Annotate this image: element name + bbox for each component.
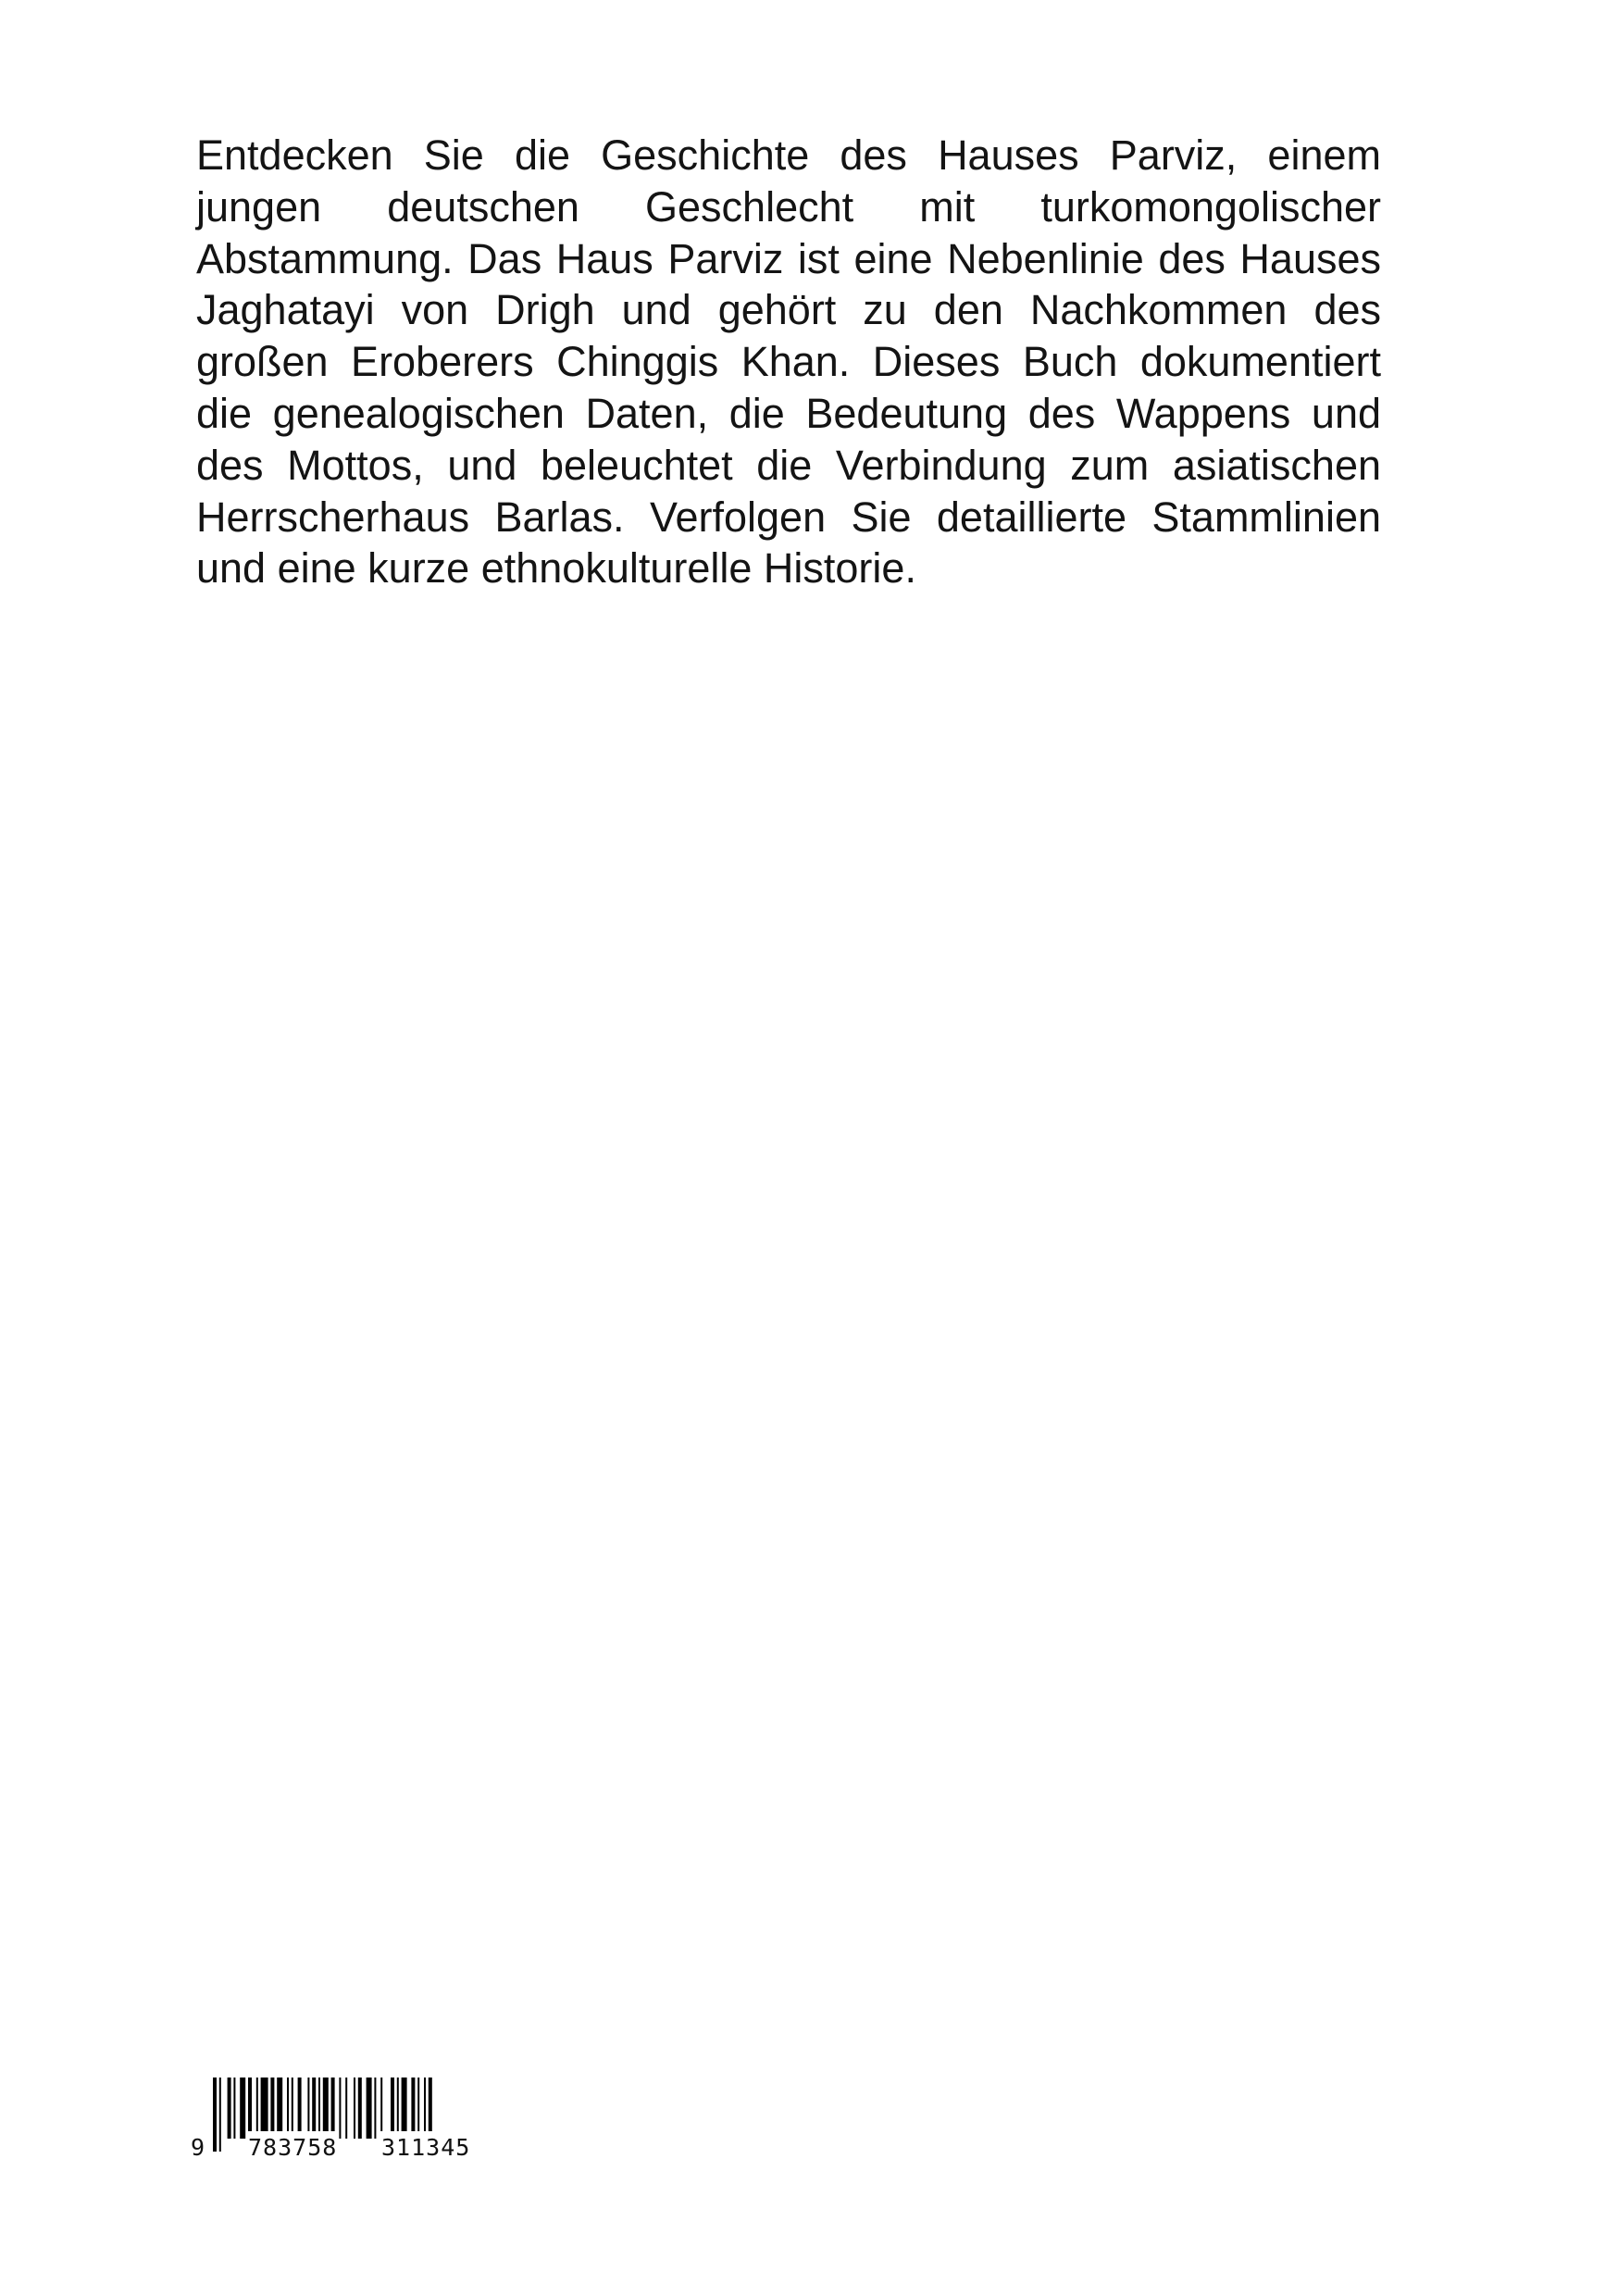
barcode-bar bbox=[417, 2078, 419, 2139]
barcode-bar bbox=[354, 2078, 355, 2139]
barcode-bar bbox=[228, 2078, 231, 2139]
isbn-barcode bbox=[181, 2070, 511, 2166]
barcode-bar bbox=[248, 2078, 252, 2139]
barcode-bar bbox=[345, 2078, 347, 2139]
barcode-bar bbox=[292, 2078, 293, 2139]
barcode-left-digits: 783758 bbox=[246, 2131, 339, 2165]
barcode-bar bbox=[411, 2078, 415, 2139]
barcode-bar bbox=[339, 2078, 341, 2139]
barcode-bar bbox=[287, 2078, 289, 2139]
barcode-lead-digit: 9 bbox=[189, 2131, 206, 2165]
barcode-bar bbox=[261, 2078, 268, 2139]
barcode-bar bbox=[358, 2078, 362, 2139]
barcode-bar bbox=[391, 2078, 394, 2139]
barcode-bar bbox=[323, 2078, 329, 2139]
barcode-bar bbox=[380, 2078, 382, 2139]
barcode-bar bbox=[331, 2078, 335, 2139]
barcode-bar bbox=[256, 2078, 258, 2139]
blurb-text: Entdecken Sie die Geschichte des Hauses Parviz, einem jungen deutschen Geschlecht mit turkomongolischer Abstammung. Das Haus Parviz ist eine Nebenlinie des Hauses Jaghatayi von Drigh und gehört zu den Nachkommen des großen Eroberers Chinggis Khan. Dieses Buch dokumentiert die genealogischen Daten, die Bedeutung des Wappens und des Mottos, und beleuchtet die Verbindung zum asiatischen Herrscherhaus Barlas. Verfolgen Sie detaillierte Stammlinien und eine kurze ethnokulturelle Historie. bbox=[196, 131, 1381, 593]
barcode-bar bbox=[270, 2078, 274, 2139]
barcode-bar bbox=[312, 2078, 316, 2139]
barcode-bar bbox=[240, 2078, 245, 2139]
barcode-bar bbox=[307, 2078, 309, 2139]
barcode-bar bbox=[402, 2078, 407, 2139]
barcode-bar bbox=[298, 2078, 302, 2139]
barcode-bar bbox=[367, 2078, 372, 2139]
barcode-bar bbox=[233, 2078, 235, 2139]
barcode-right-digits: 311345 bbox=[380, 2131, 472, 2165]
barcode-bar bbox=[397, 2078, 399, 2139]
barcode-bar bbox=[318, 2078, 320, 2139]
barcode-digits bbox=[181, 2131, 511, 2165]
barcode-bar bbox=[374, 2078, 376, 2139]
barcode-bar bbox=[277, 2078, 282, 2139]
